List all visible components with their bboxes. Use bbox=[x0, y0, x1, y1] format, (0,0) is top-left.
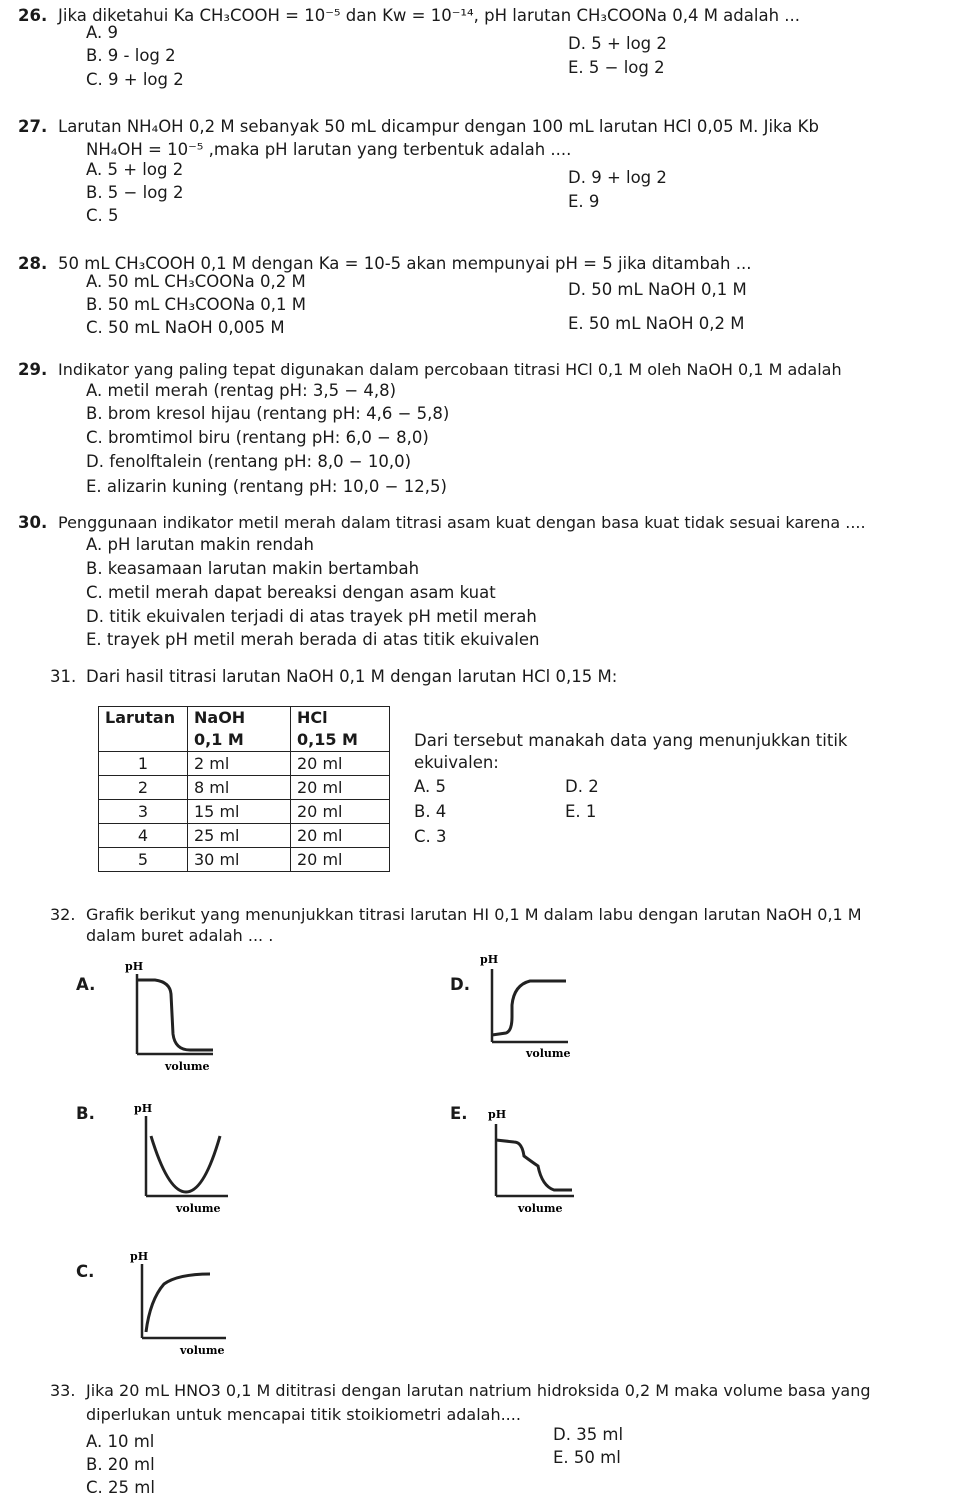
q28-option-a[interactable]: A. 50 mL CH₃COONa 0,2 M bbox=[86, 272, 306, 291]
table-header-hcl: HCl 0,15 M bbox=[291, 707, 390, 752]
table-cell: 20 ml bbox=[291, 848, 390, 872]
q31-option-b[interactable]: B. 4 bbox=[414, 802, 447, 821]
table-row bbox=[99, 800, 390, 824]
q27-line1: Larutan NH₄OH 0,2 M sebanyak 50 mL dicampur dengan 100 mL larutan HCl 0,05 M. Jika Kb bbox=[58, 117, 819, 136]
q30-option-a[interactable]: A. pH larutan makin rendah bbox=[86, 535, 314, 554]
graph-a-ylabel: pH bbox=[125, 960, 144, 973]
table-row bbox=[99, 848, 390, 872]
q27-option-c[interactable]: C. 5 bbox=[86, 206, 119, 225]
q28-number: 28. bbox=[18, 254, 48, 273]
q26-option-c[interactable]: C. 9 + log 2 bbox=[86, 70, 184, 89]
q28-option-c[interactable]: C. 50 mL NaOH 0,005 M bbox=[86, 318, 285, 337]
q28-option-b[interactable]: B. 50 mL CH₃COONa 0,1 M bbox=[86, 295, 307, 314]
q31-option-a[interactable]: A. 5 bbox=[414, 777, 446, 796]
q27-option-d[interactable]: D. 9 + log 2 bbox=[568, 168, 667, 187]
graph-c-letter[interactable]: C. bbox=[76, 1262, 95, 1281]
q27-option-e[interactable]: E. 9 bbox=[568, 192, 600, 211]
graph-e-letter[interactable]: E. bbox=[450, 1104, 468, 1123]
q29-option-e[interactable]: E. alizarin kuning (rentang pH: 10,0 − 12,5) bbox=[86, 477, 447, 496]
q31-option-e[interactable]: E. 1 bbox=[565, 802, 597, 821]
q26-option-a[interactable]: A. 9 bbox=[86, 23, 118, 42]
q33-line1: Jika 20 mL HNO3 0,1 M dititrasi dengan larutan natrium hidroksida 0,2 M maka volume basa yang bbox=[86, 1381, 871, 1400]
q29-option-b[interactable]: B. brom kresol hijau (rentang pH: 4,6 − 5,8) bbox=[86, 404, 450, 423]
q30-option-e[interactable]: E. trayek pH metil merah berada di atas titik ekuivalen bbox=[86, 630, 540, 649]
q27-number: 27. bbox=[18, 117, 48, 136]
q30-option-c[interactable]: C. metil merah dapat bereaksi dengan asam kuat bbox=[86, 583, 496, 602]
q33-option-b[interactable]: B. 20 ml bbox=[86, 1455, 155, 1474]
table-cell: 20 ml bbox=[291, 800, 390, 824]
q26-number: 26. bbox=[18, 6, 48, 25]
q32-line1: Grafik berikut yang menunjukkan titrasi larutan HI 0,1 M dalam labu dengan larutan NaOH 0,1 M bbox=[86, 905, 862, 924]
table-cell: 2 ml bbox=[188, 752, 291, 776]
q33-line2: diperlukan untuk mencapai titik stoikiometri adalah.... bbox=[86, 1405, 521, 1424]
q28-text: 50 mL CH₃COOH 0,1 M dengan Ka = 10-5 akan mempunyai pH = 5 jika ditambah ... bbox=[58, 254, 752, 273]
table-cell: 20 ml bbox=[291, 824, 390, 848]
graph-b-letter[interactable]: B. bbox=[76, 1104, 95, 1123]
q33-option-c[interactable]: C. 25 ml bbox=[86, 1478, 155, 1497]
q33-option-e[interactable]: E. 50 ml bbox=[553, 1448, 621, 1467]
titration-table bbox=[98, 706, 390, 872]
graph-c-xlabel: volume bbox=[180, 1344, 225, 1357]
q31-prompt-line1: Dari tersebut manakah data yang menunjukkan titik bbox=[414, 731, 848, 750]
graph-c-ylabel: pH bbox=[130, 1250, 149, 1263]
q30-option-b[interactable]: B. keasamaan larutan makin bertambah bbox=[86, 559, 420, 578]
table-cell: 20 ml bbox=[291, 752, 390, 776]
graph-a-letter[interactable]: A. bbox=[76, 975, 96, 994]
q29-number: 29. bbox=[18, 360, 48, 379]
q26-option-e[interactable]: E. 5 − log 2 bbox=[568, 58, 665, 77]
q27-option-b[interactable]: B. 5 − log 2 bbox=[86, 183, 184, 202]
q27-option-a[interactable]: A. 5 + log 2 bbox=[86, 160, 184, 179]
q33-option-a[interactable]: A. 10 ml bbox=[86, 1432, 155, 1451]
graph-d[interactable] bbox=[470, 947, 580, 1067]
graph-c[interactable] bbox=[118, 1240, 238, 1360]
q28-option-e[interactable]: E. 50 mL NaOH 0,2 M bbox=[568, 314, 745, 333]
graph-b-xlabel: volume bbox=[176, 1202, 221, 1215]
graph-d-xlabel: volume bbox=[526, 1047, 571, 1060]
table-header-naoh: NaOH 0,1 M bbox=[188, 707, 291, 752]
table-cell: 8 ml bbox=[188, 776, 291, 800]
q30-number: 30. bbox=[18, 513, 48, 532]
q31-option-d[interactable]: D. 2 bbox=[565, 777, 599, 796]
graph-a-xlabel: volume bbox=[165, 1060, 210, 1073]
q32-number: 32. bbox=[50, 905, 76, 924]
table-cell: 30 ml bbox=[188, 848, 291, 872]
table-cell: 15 ml bbox=[188, 800, 291, 824]
table-header-row bbox=[99, 707, 390, 752]
q32-line2: dalam buret adalah ... . bbox=[86, 926, 274, 945]
graph-e-xlabel: volume bbox=[518, 1202, 563, 1215]
q29-option-d[interactable]: D. fenolftalein (rentang pH: 8,0 − 10,0) bbox=[86, 452, 412, 471]
q28-option-d[interactable]: D. 50 mL NaOH 0,1 M bbox=[568, 280, 747, 299]
table-row bbox=[99, 824, 390, 848]
table-cell: 1 bbox=[99, 752, 188, 776]
q29-option-a[interactable]: A. metil merah (rentag pH: 3,5 − 4,8) bbox=[86, 381, 397, 400]
graph-b[interactable] bbox=[118, 1096, 238, 1216]
graph-d-ylabel: pH bbox=[480, 953, 499, 966]
q30-text: Penggunaan indikator metil merah dalam titrasi asam kuat dengan basa kuat tidak sesuai karena .... bbox=[58, 513, 866, 532]
q30-option-d[interactable]: D. titik ekuivalen terjadi di atas trayek pH metil merah bbox=[86, 607, 537, 626]
q33-option-d[interactable]: D. 35 ml bbox=[553, 1425, 624, 1444]
q29-text: Indikator yang paling tepat digunakan dalam percobaan titrasi HCl 0,1 M oleh NaOH 0,1 M adalah bbox=[58, 360, 842, 379]
graph-d-letter[interactable]: D. bbox=[450, 975, 470, 994]
q29-option-c[interactable]: C. bromtimol biru (rentang pH: 6,0 − 8,0) bbox=[86, 428, 429, 447]
q26-option-d[interactable]: D. 5 + log 2 bbox=[568, 34, 667, 53]
table-header-larutan: Larutan bbox=[99, 707, 188, 752]
table-cell: 25 ml bbox=[188, 824, 291, 848]
table-row bbox=[99, 776, 390, 800]
q26-text: Jika diketahui Ka CH₃COOH = 10⁻⁵ dan Kw = 10⁻¹⁴, pH larutan CH₃COONa 0,4 M adalah ... bbox=[58, 6, 801, 25]
graph-b-ylabel: pH bbox=[134, 1102, 153, 1115]
q27-line2: NH₄OH = 10⁻⁵ ,maka pH larutan yang terbentuk adalah .... bbox=[86, 140, 572, 159]
q31-number: 31. bbox=[50, 667, 77, 686]
table-cell: 5 bbox=[99, 848, 188, 872]
table-row bbox=[99, 752, 390, 776]
q31-text: Dari hasil titrasi larutan NaOH 0,1 M dengan larutan HCl 0,15 M: bbox=[86, 667, 618, 686]
q26-option-b[interactable]: B. 9 - log 2 bbox=[86, 46, 176, 65]
q31-prompt-line2: ekuivalen: bbox=[414, 753, 499, 772]
table-cell: 2 bbox=[99, 776, 188, 800]
graph-e-ylabel: pH bbox=[488, 1108, 507, 1121]
table-cell: 20 ml bbox=[291, 776, 390, 800]
q33-number: 33. bbox=[50, 1381, 76, 1400]
table-cell: 3 bbox=[99, 800, 188, 824]
table-cell: 4 bbox=[99, 824, 188, 848]
q31-option-c[interactable]: C. 3 bbox=[414, 827, 447, 846]
graph-a[interactable] bbox=[115, 950, 225, 1080]
graph-e[interactable] bbox=[476, 1096, 586, 1216]
